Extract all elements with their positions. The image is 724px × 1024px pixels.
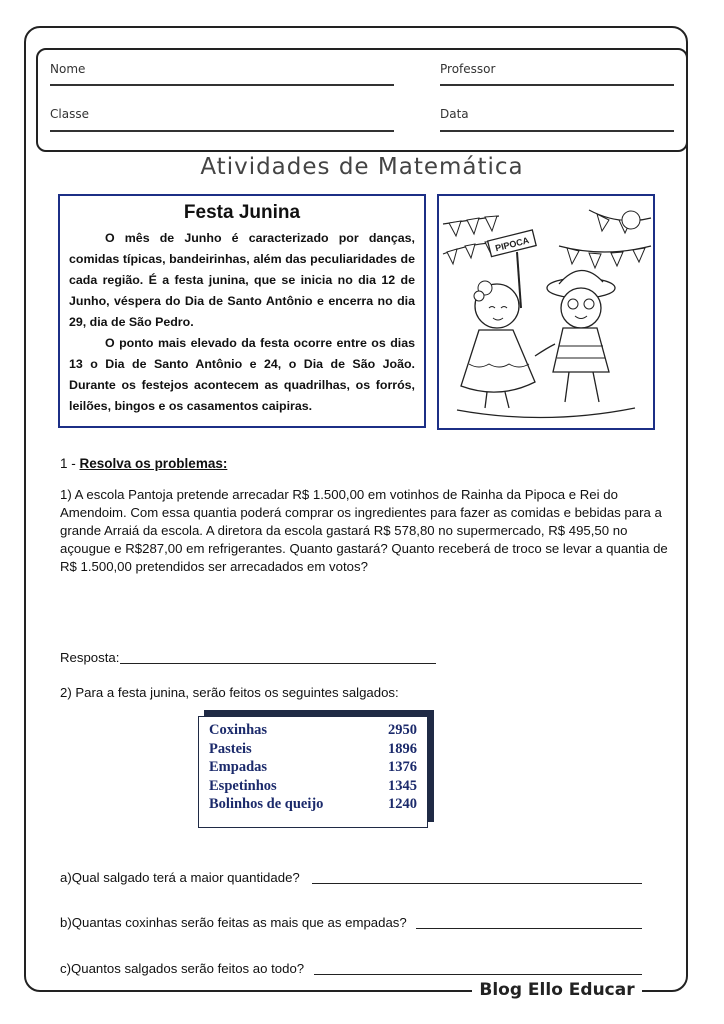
- item-name: Bolinhos de queijo: [209, 796, 324, 812]
- festa-illustration: [437, 194, 655, 430]
- table-row: [209, 740, 417, 759]
- item-qty: 1240: [388, 796, 417, 812]
- item-name: Empadas: [209, 759, 268, 775]
- section-number: 1 -: [60, 456, 76, 471]
- answer-line[interactable]: [120, 663, 436, 664]
- nome-label: Nome: [50, 62, 86, 76]
- answer-label: Resposta:: [60, 650, 120, 665]
- table-row: [209, 758, 417, 777]
- professor-label: Professor: [440, 62, 496, 76]
- item-qty: 2950: [388, 722, 417, 738]
- question-b: b)Quantas coxinhas serão feitas as mais que as empadas?: [60, 915, 407, 930]
- item-qty: 1896: [388, 740, 417, 757]
- professor-line[interactable]: [440, 84, 674, 86]
- data-label: Data: [440, 107, 469, 121]
- table-row: [209, 795, 417, 814]
- page-title: Atividades de Matemática: [200, 154, 524, 180]
- item-name: Pasteis: [209, 740, 252, 757]
- data-line[interactable]: [440, 130, 674, 132]
- problem-1-text: 1) A escola Pantoja pretende arrecadar R$ 1.500,00 em votinhos de Rainha da Pipoca e Rei do Amendoim. Com essa quantia poderá comprar os ingredientes para fazer as comidas e bebidas para a grande Arraiá da escola. A diretora da escola gastará R$ 578,80 no supermercado, R$ 495,50 no açougue e R$287,00 em refrigerantes. Quanto gastará? Quanto receberá de troco se levar a quantia de R$ 1.500,00 pretendidos ser arrecadados em votos?: [60, 487, 668, 574]
- section-heading: [60, 456, 227, 471]
- salgados-table: [198, 716, 428, 828]
- nome-line[interactable]: [50, 84, 394, 86]
- item-name: Coxinhas: [209, 722, 268, 738]
- item-qty: 1376: [388, 759, 417, 775]
- pipoca-sign-text: PIPOCA: [494, 235, 531, 254]
- festa-junina-box: [58, 194, 426, 428]
- problem-2-text: 2) Para a festa junina, serão feitos os seguintes salgados:: [60, 685, 399, 700]
- dancing-children-illustration: [439, 196, 653, 428]
- question-c-answer-line[interactable]: [314, 974, 642, 975]
- festa-paragraph-1: O mês de Junho é caracterizado por danças, comidas típicas, bandeirinhas, além das peculiaridades de cada região. É a festa junina, que se inicia no dia 12 de Junho, véspera do Dia de Santo Antônio e encerra no dia 29, dia de São Pedro.: [69, 231, 415, 329]
- question-a: a)Qual salgado terá a maior quantidade?: [60, 870, 300, 885]
- classe-label: Classe: [50, 107, 89, 121]
- item-qty: 1345: [388, 777, 417, 794]
- classe-line[interactable]: [50, 130, 394, 132]
- table-row: [209, 777, 417, 796]
- festa-title: Festa Junina: [183, 202, 301, 223]
- question-b-answer-line[interactable]: [416, 928, 642, 929]
- festa-paragraph-2: O ponto mais elevado da festa ocorre entre os dias 13 o Dia de Santo Antônio e 24, o Dia de São João. Durante os festejos acontecem as quadrilhas, os forrós, leilões, bingos e os casamentos caipiras.: [69, 336, 415, 413]
- item-name: Espetinhos: [209, 777, 277, 794]
- question-a-answer-line[interactable]: [312, 883, 642, 884]
- table-row: [209, 721, 417, 740]
- section-title: Resolva os problemas:: [79, 456, 228, 471]
- student-info-box: [36, 48, 688, 152]
- footer-brand: Blog Ello Educar: [479, 980, 635, 1000]
- question-c: c)Quantos salgados serão feitos ao todo?: [60, 961, 305, 976]
